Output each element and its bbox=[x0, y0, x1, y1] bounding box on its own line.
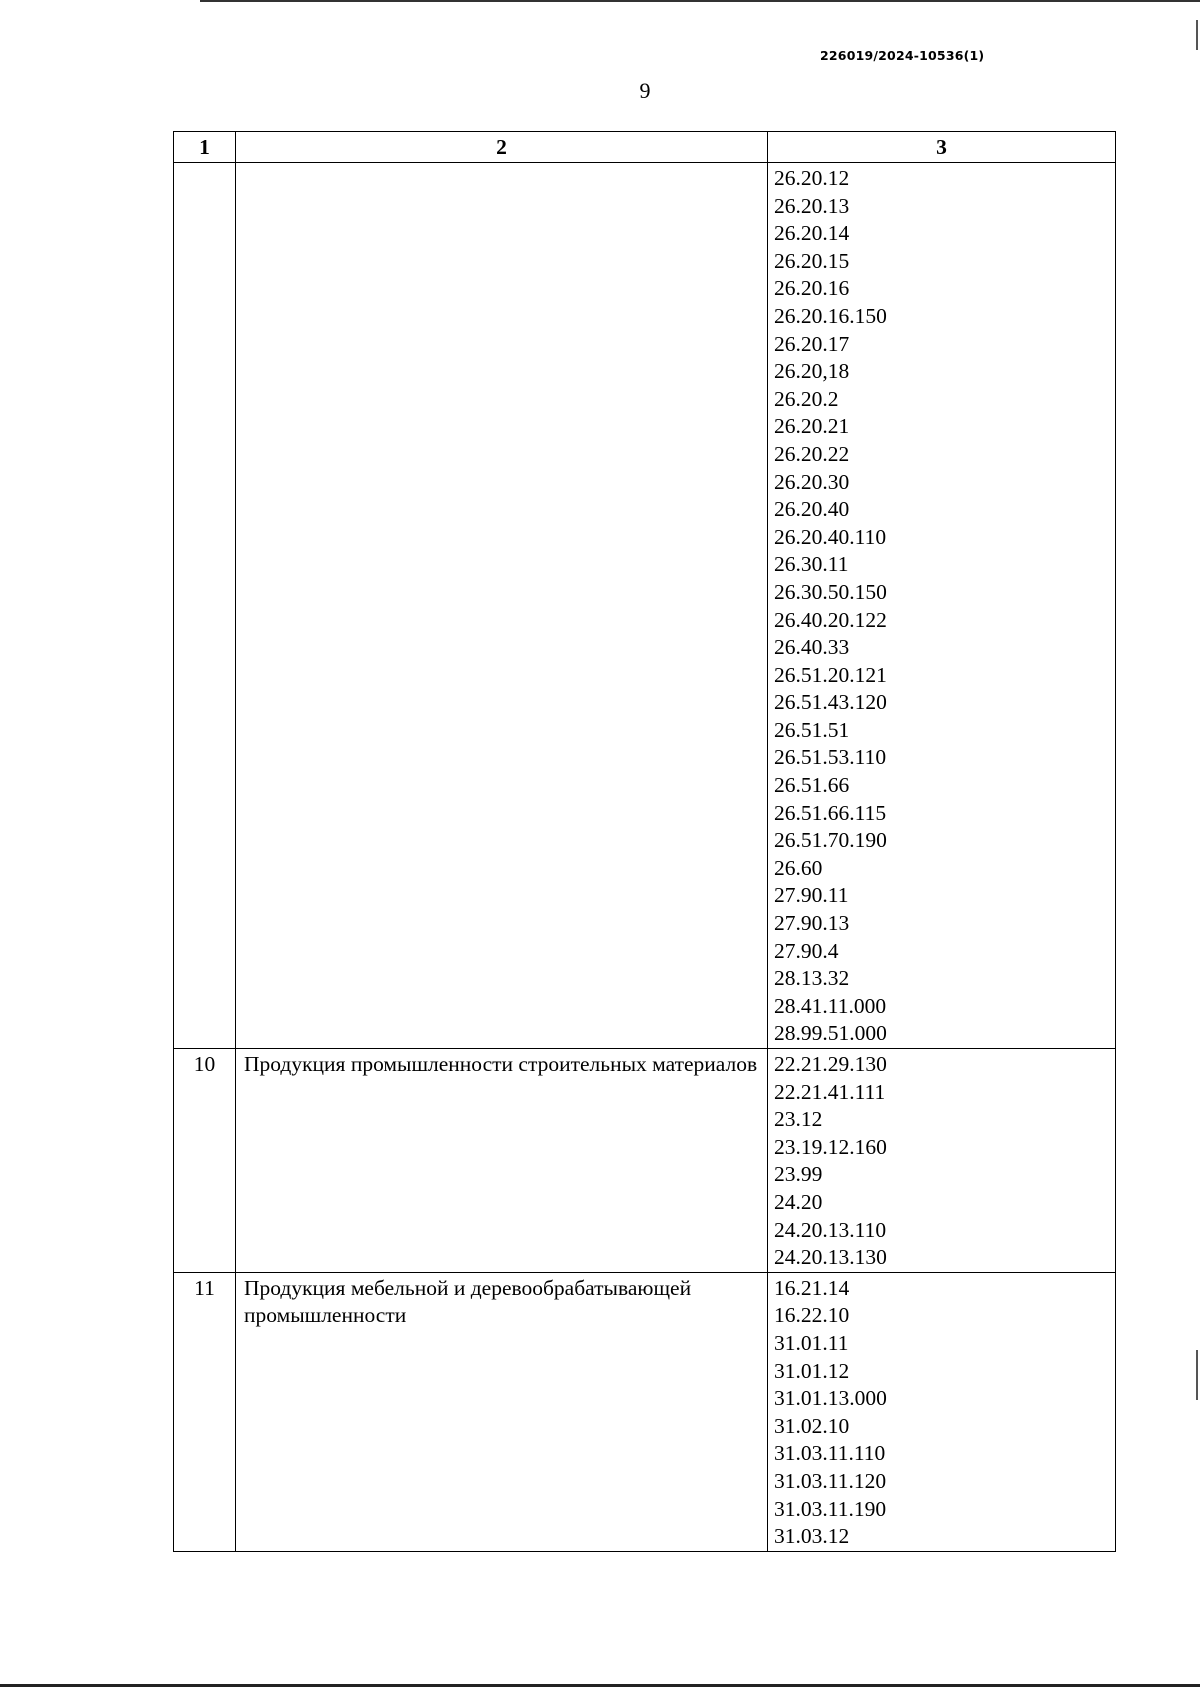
code-entry: 31.03.11.190 bbox=[774, 1496, 887, 1521]
code-entry: 27.90.4 bbox=[774, 938, 839, 963]
code-entry: 26.51.70.190 bbox=[774, 828, 887, 853]
code-entry: 26.20.40.110 bbox=[774, 524, 887, 549]
product-category-name: Продукция промышленности строительных материалов bbox=[236, 1049, 768, 1273]
code-entry: 26.20.13 bbox=[774, 193, 850, 218]
code-entry: 26.51.66.115 bbox=[774, 800, 887, 825]
code-entry: 24.20.13.110 bbox=[774, 1217, 887, 1242]
codes-table bbox=[173, 131, 1116, 1552]
row-number: 10 bbox=[174, 1049, 236, 1273]
code-entry: 26.20.2 bbox=[774, 386, 839, 411]
code-entry: 23.19.12.160 bbox=[774, 1134, 887, 1159]
code-entry: 26.60 bbox=[774, 855, 823, 880]
code-entry: 26.30.50.150 bbox=[774, 579, 887, 604]
code-entry: 26.40.33 bbox=[774, 635, 850, 660]
code-entry: 26.20.30 bbox=[774, 469, 850, 494]
code-entry: 23.99 bbox=[774, 1162, 823, 1187]
code-entry: 26.51.43.120 bbox=[774, 690, 887, 715]
code-entry: 16.22.10 bbox=[774, 1303, 850, 1328]
code-entry: 28.13.32 bbox=[774, 966, 850, 991]
row-number bbox=[174, 163, 236, 1049]
code-entry: 26.51.53.110 bbox=[774, 745, 887, 770]
code-entry: 23.12 bbox=[774, 1107, 823, 1132]
code-entry: 28.99.51.000 bbox=[774, 1021, 887, 1046]
scan-edge-bottom bbox=[0, 1684, 1200, 1687]
code-entry: 26.20.22 bbox=[774, 441, 850, 466]
code-entry: 26.20.17 bbox=[774, 331, 850, 356]
table-row bbox=[174, 1049, 1116, 1273]
product-category-name bbox=[236, 163, 768, 1049]
document-reference: 226019/2024-10536(1) bbox=[820, 48, 985, 63]
code-entry: 22.21.29.130 bbox=[774, 1052, 887, 1076]
code-entry: 28.41.11.000 bbox=[774, 993, 887, 1018]
table-header-row bbox=[174, 132, 1116, 163]
row-number: 11 bbox=[174, 1272, 236, 1551]
code-entry: 31.03.11.110 bbox=[774, 1441, 886, 1466]
table-row bbox=[174, 1272, 1116, 1551]
code-entry: 26.20.16.150 bbox=[774, 303, 887, 328]
code-entry: 31.01.12 bbox=[774, 1358, 850, 1383]
product-category-name: Продукция мебельной и деревообрабатывающей промышленности bbox=[236, 1272, 768, 1551]
column-header: 1 bbox=[174, 132, 236, 163]
code-entry: 26.51.66 bbox=[774, 773, 850, 798]
scan-edge-top bbox=[200, 0, 1200, 2]
code-entry: 26.20.40 bbox=[774, 497, 850, 522]
code-entry: 31.03.11.120 bbox=[774, 1468, 887, 1493]
code-entry: 27.90.13 bbox=[774, 911, 850, 936]
code-entry: 26.30.11 bbox=[774, 552, 849, 577]
code-entry: 26.20.15 bbox=[774, 248, 850, 273]
code-entry: 24.20 bbox=[774, 1189, 823, 1214]
classification-codes bbox=[768, 1272, 1116, 1551]
code-entry: 26.20,18 bbox=[774, 359, 850, 384]
code-entry: 31.01.13.000 bbox=[774, 1386, 887, 1411]
code-entry: 24.20.13.130 bbox=[774, 1245, 887, 1270]
code-entry: 31.03.12 bbox=[774, 1524, 850, 1549]
code-entry: 26.51.20.121 bbox=[774, 662, 887, 687]
code-entry: 26.51.51 bbox=[774, 717, 850, 742]
code-entry: 22.21.41.111 bbox=[774, 1079, 886, 1104]
code-entry: 16.21.14 bbox=[774, 1275, 850, 1300]
scan-edge-mark bbox=[1196, 20, 1198, 50]
classification-codes bbox=[768, 1049, 1116, 1273]
code-entry: 26.20.16 bbox=[774, 276, 850, 301]
table-row bbox=[174, 163, 1116, 1049]
classification-codes bbox=[768, 163, 1116, 1049]
code-entry: 27.90.11 bbox=[774, 883, 849, 908]
page-number: 9 bbox=[639, 78, 651, 103]
code-entry: 31.01.11 bbox=[774, 1330, 849, 1355]
code-entry: 26.20.12 bbox=[774, 166, 850, 190]
column-header: 3 bbox=[768, 132, 1116, 163]
code-entry: 26.40.20.122 bbox=[774, 607, 887, 632]
code-entry: 31.02.10 bbox=[774, 1413, 850, 1438]
column-header: 2 bbox=[236, 132, 768, 163]
scan-edge-mark bbox=[1196, 1350, 1198, 1400]
code-entry: 26.20.21 bbox=[774, 414, 850, 439]
code-entry: 26.20.14 bbox=[774, 221, 850, 246]
